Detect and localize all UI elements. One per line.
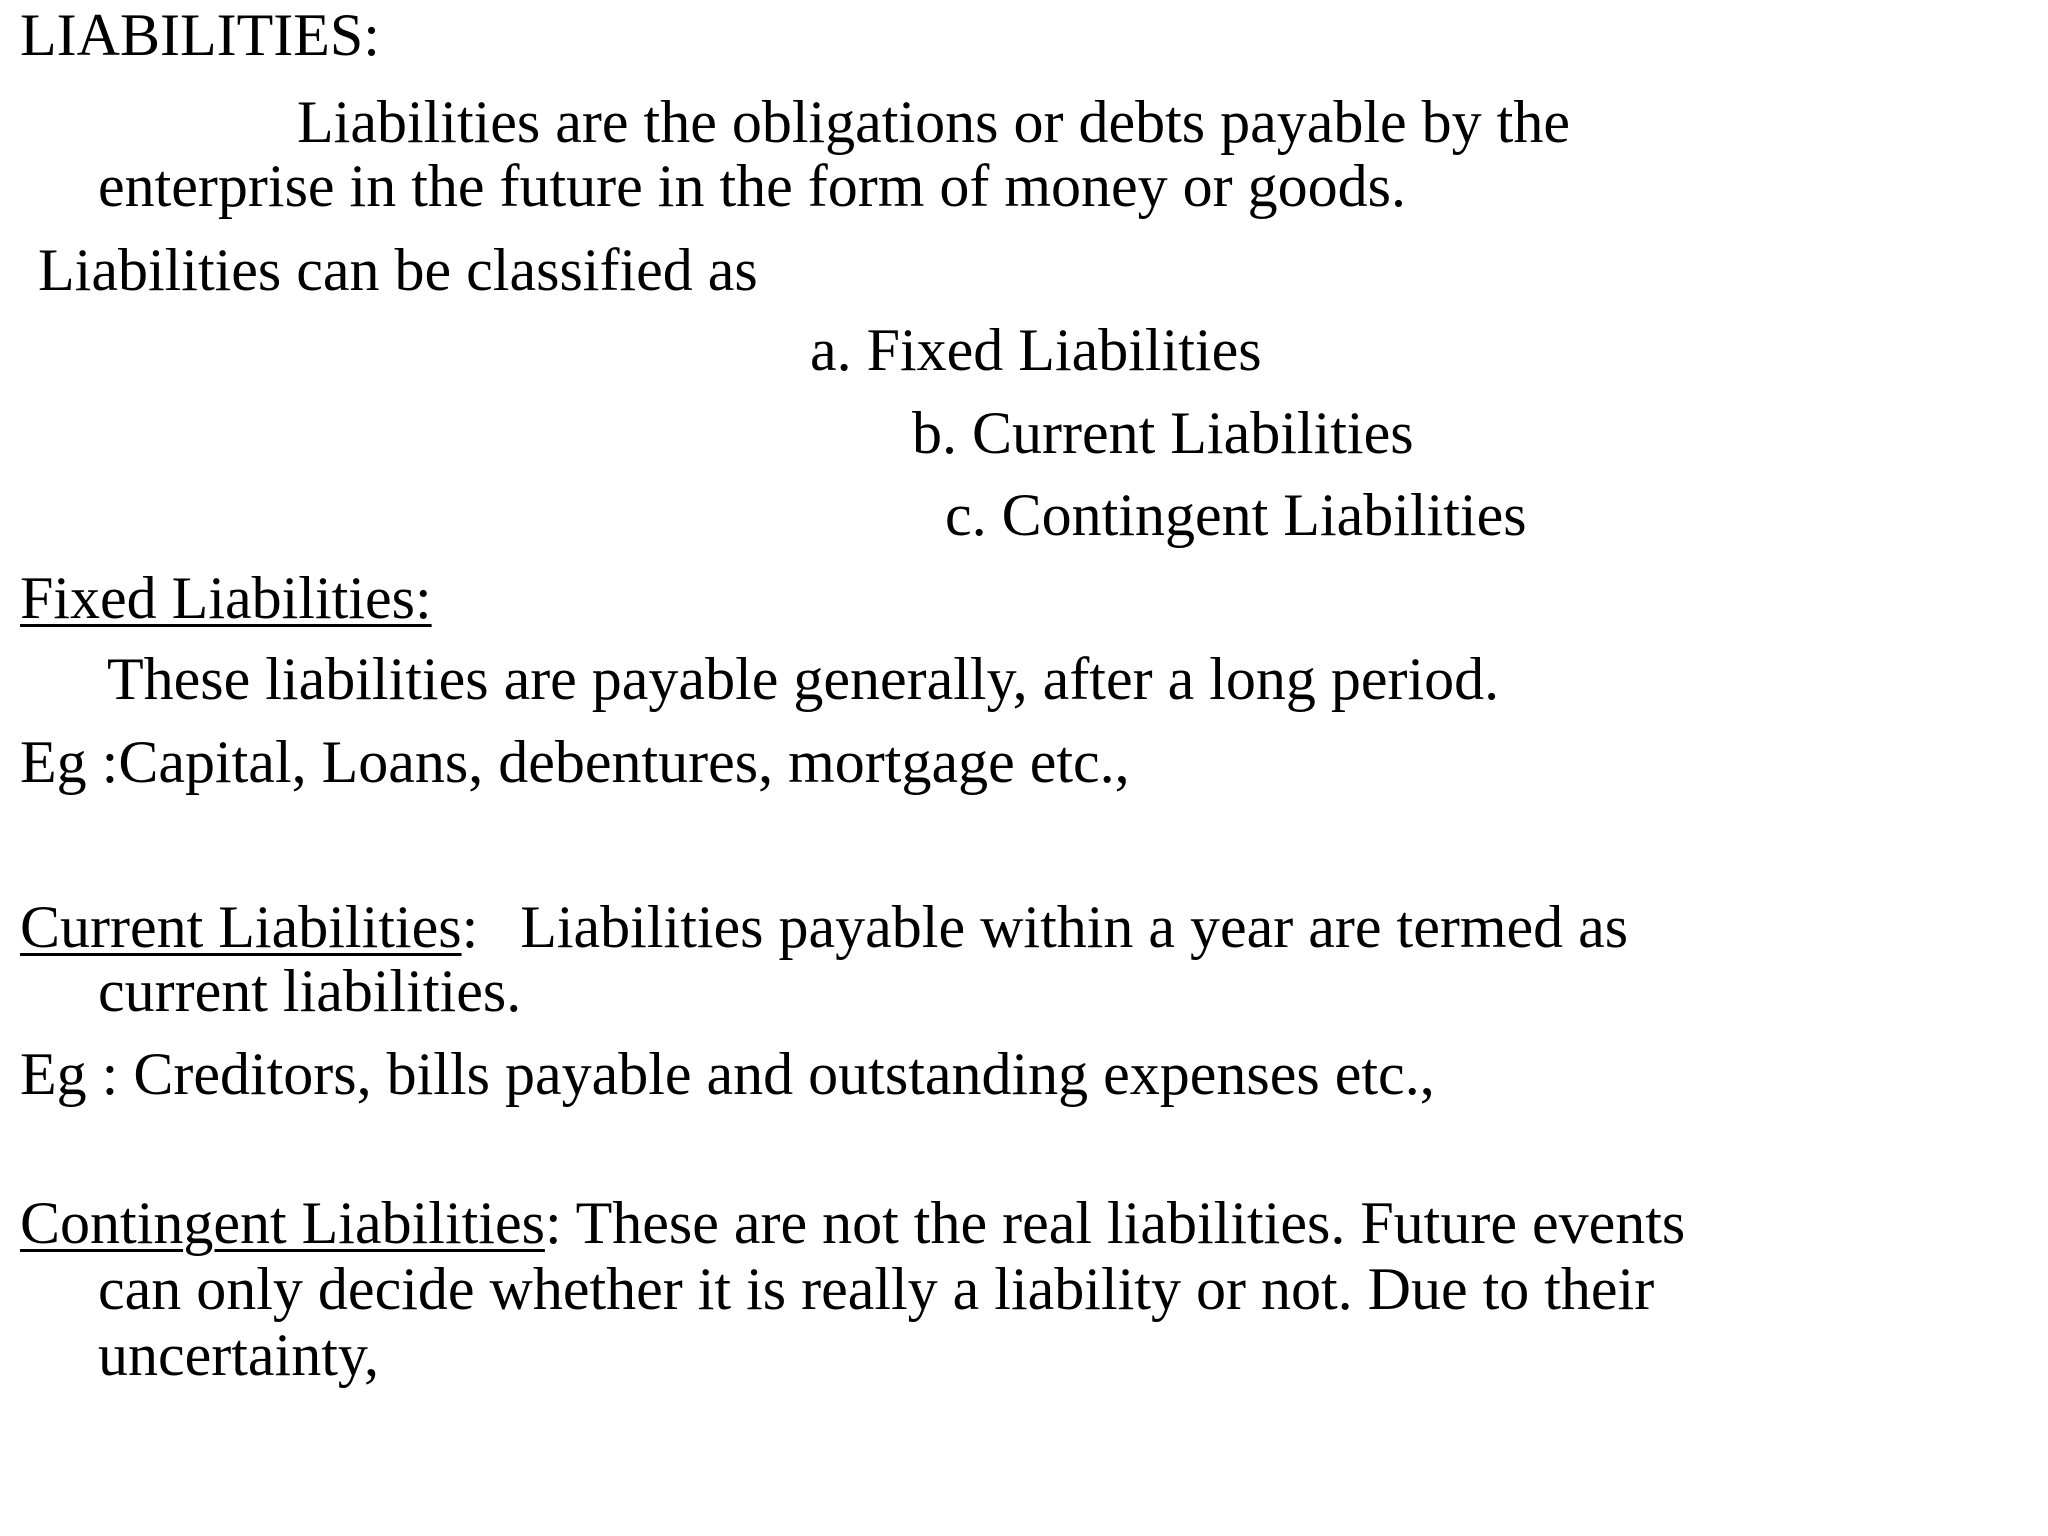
contingent-liabilities-description-1: These are not the real liabilities. Future events [575,1190,1686,1256]
definition-line-1: Liabilities are the obligations or debts payable by the [297,89,1570,155]
fixed-liabilities-example: Eg :Capital, Loans, debentures, mortgage etc., [20,729,1130,795]
contingent-liabilities-description-3: uncertainty, [98,1322,379,1388]
classification-item-current: b. Current Liabilities [912,400,1414,466]
definition-line-2: enterprise in the future in the form of money or goods. [98,153,1406,219]
fixed-liabilities-description: These liabilities are payable generally, after a long period. [107,646,1500,712]
contingent-liabilities-heading: Contingent Liabilities [20,1190,545,1256]
current-liabilities-description-2: current liabilities. [98,958,522,1024]
current-liabilities-heading: Current Liabilities [20,894,462,960]
current-liabilities-separator: : [461,894,479,960]
contingent-liabilities-description-2: can only decide whether it is really a liability or not. Due to their [98,1256,1655,1322]
contingent-liabilities-separator: : [544,1190,562,1256]
classification-intro: Liabilities can be classified as [38,237,758,303]
current-liabilities-line-1 [20,894,1628,960]
current-liabilities-example: Eg : Creditors, bills payable and outstanding expenses etc., [20,1041,1435,1107]
page-title: LIABILITIES: [20,2,380,68]
fixed-liabilities-heading: Fixed Liabilities: [20,565,432,631]
classification-item-contingent: c. Contingent Liabilities [945,482,1527,548]
classification-item-fixed: a. Fixed Liabilities [810,317,1262,383]
current-liabilities-description-1: Liabilities payable within a year are termed as [520,894,1629,960]
contingent-liabilities-line-1 [20,1190,1685,1256]
